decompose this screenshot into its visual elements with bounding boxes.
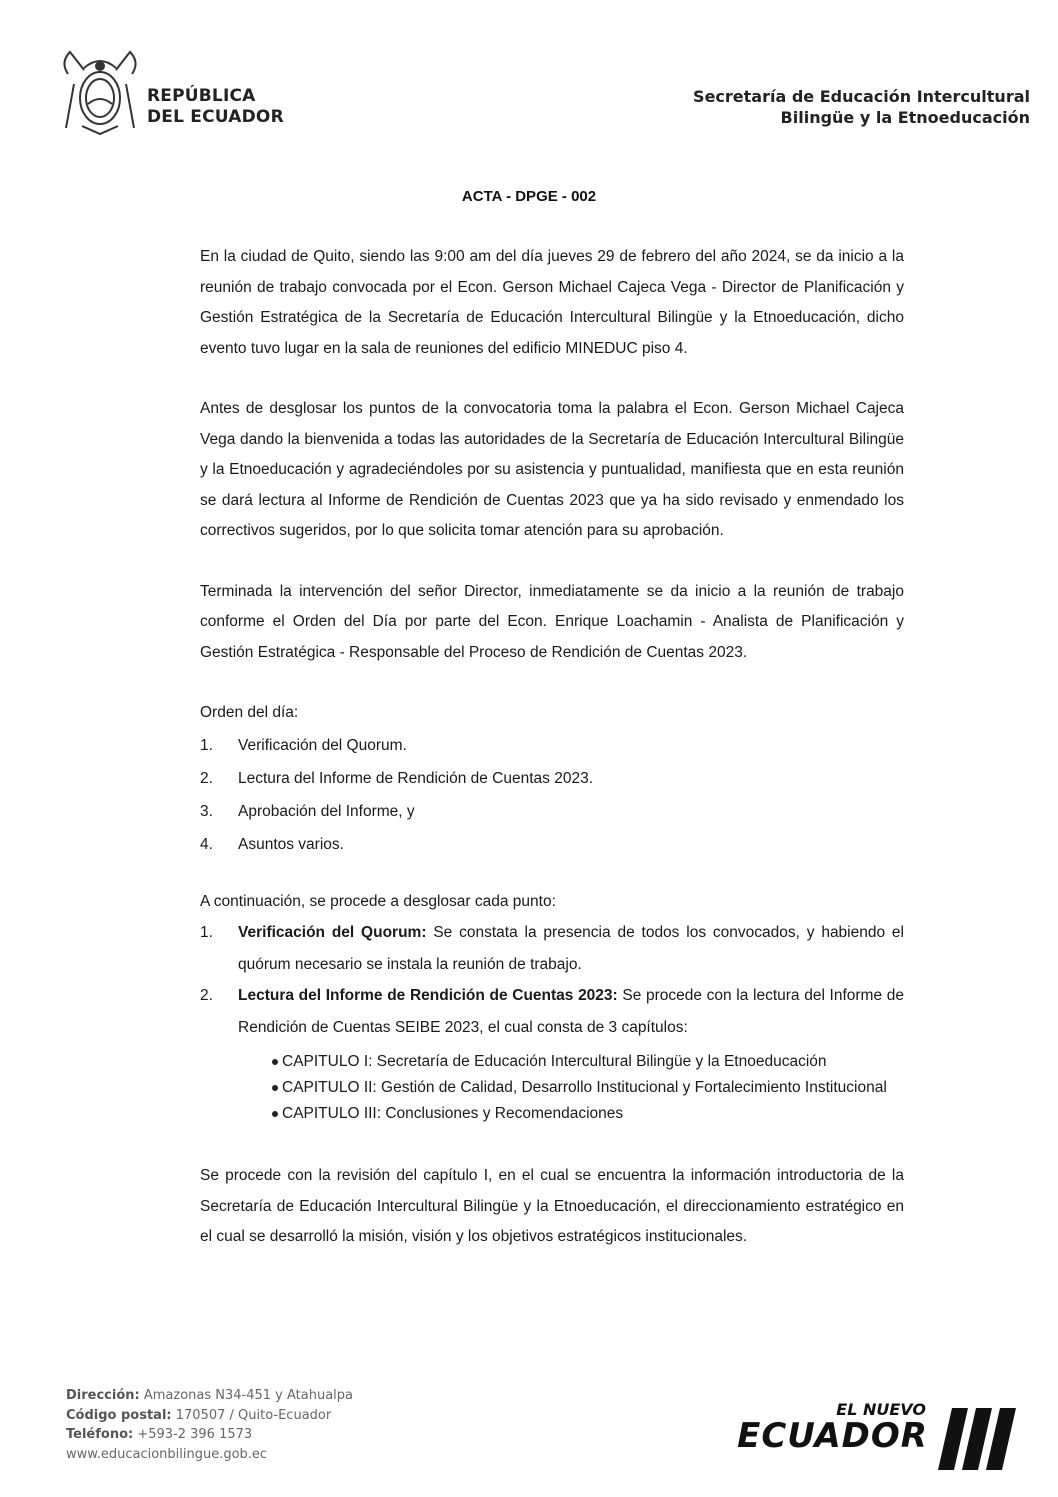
footer-postal-line: Código postal: 170507 / Quito-Ecuador — [66, 1407, 332, 1423]
brand-top-text: EL NUEVO — [836, 1400, 926, 1419]
agenda-label: Orden del día: — [200, 704, 299, 721]
agenda-list — [200, 729, 904, 861]
list-item: 3. Aprobación del Informe, y — [200, 802, 415, 820]
paragraph-intervention: Terminada la intervención del señor Director, inmediatamente se da inicio a la reunión de trabajo conforme el Orden del Día por parte del Econ. Enrique Loachamin - Analista de Planificación y Gestión Estratégica - Responsable del Proceso de Rendición de Cuentas 2023. — [200, 582, 904, 661]
list-item: 4. Asuntos varios. — [200, 835, 344, 853]
list-item: 1. Verificación del Quorum: Se constata la presencia de todos los convocados, y habiendo el quórum necesario se instala la reunión de trabajo. — [200, 924, 904, 973]
chapters-list — [272, 1049, 904, 1127]
republic-line-2: DEL ECUADOR — [147, 107, 284, 127]
list-item: CAPITULO III: Conclusiones y Recomendaciones — [272, 1101, 904, 1127]
footer-address-line: Dirección: Amazonas N34-451 y Atahualpa — [66, 1388, 354, 1403]
coat-of-arms-icon — [54, 44, 146, 136]
bullet-icon — [272, 1111, 278, 1117]
paragraph-opening: En la ciudad de Quito, siendo las 9:00 am del día jueves 29 de febrero del año 2024, se da inicio a la reunión de trabajo convocada por el Econ. Gerson Michael Cajeca Vega - Director de Planificación y Gestión Estratégica de la Secretaría de Educación Intercultural Bilingüe y la Etnoeducación, dicho evento tuvo lugar en la sala de reuniones del edificio MINEDUC piso 4. — [200, 248, 904, 357]
list-item: 2. Lectura del Informe de Rendición de Cuentas 2023: Se procede con la lectura del Informe de Rendición de Cuentas SEIBE 2023, el cual consta de 3 capítulos: — [200, 987, 904, 1036]
breakdown-intro: A continuación, se procede a desglosar cada punto: — [200, 892, 556, 910]
brand-stripes-icon — [932, 1400, 1022, 1476]
secretariat-line-1: Secretaría de Educación Intercultural — [693, 87, 1030, 106]
bullet-icon — [272, 1059, 278, 1065]
footer-address — [66, 1386, 353, 1464]
list-item: 1. Verificación del Quorum. — [200, 736, 407, 754]
footer-phone-line: Teléfono: +593-2 396 1573 — [66, 1427, 253, 1442]
secretariat-line-2: Bilingüe y la Etnoeducación — [780, 108, 1030, 127]
el-nuevo-ecuador-logo — [737, 1400, 1022, 1476]
bullet-icon — [272, 1085, 278, 1091]
republic-logo — [54, 44, 284, 144]
document-body — [200, 242, 904, 1253]
document-title: ACTA - DPGE - 002 — [461, 188, 597, 205]
paragraph-welcome: Antes de desglosar los puntos de la convocatoria toma la palabra el Econ. Gerson Michael Cajeca Vega dando la bienvenida a todas las autoridades de la Secretaría de Educación Intercultural Bilingüe y la Etnoeducación y agradeciéndoles por su asistencia y puntualidad, manifiesta que en esta reunión se dará lectura al Informe de Rendición de Cuentas 2023 que ya ha sido revisado y enmendado los correctivos sugeridos, por lo que solicita tomar atención para su aprobación. — [200, 400, 904, 539]
paragraph-closing: Se procede con la revisión del capítulo I, en el cual se encuentra la información introductoria de la Secretaría de Educación Intercultural Bilingüe y la Etnoeducación, el direccionamiento estratégico en el cual se desarrolló la misión, visión y los objetivos estratégicos institucionales. — [200, 1167, 904, 1245]
footer-website: www.educacionbilingue.gob.ec — [66, 1446, 268, 1462]
breakdown-list — [200, 917, 904, 1043]
list-item: 2. Lectura del Informe de Rendición de Cuentas 2023. — [200, 769, 594, 787]
republic-line-1: REPÚBLICA — [147, 86, 256, 106]
list-item: CAPITULO I: Secretaría de Educación Intercultural Bilingüe y la Etnoeducación — [272, 1049, 904, 1075]
brand-main-text: ECUADOR — [737, 1416, 928, 1456]
list-item: CAPITULO II: Gestión de Calidad, Desarrollo Institucional y Fortalecimiento Institucional — [272, 1075, 904, 1101]
republic-name — [147, 86, 284, 128]
secretariat-name — [610, 86, 1030, 128]
